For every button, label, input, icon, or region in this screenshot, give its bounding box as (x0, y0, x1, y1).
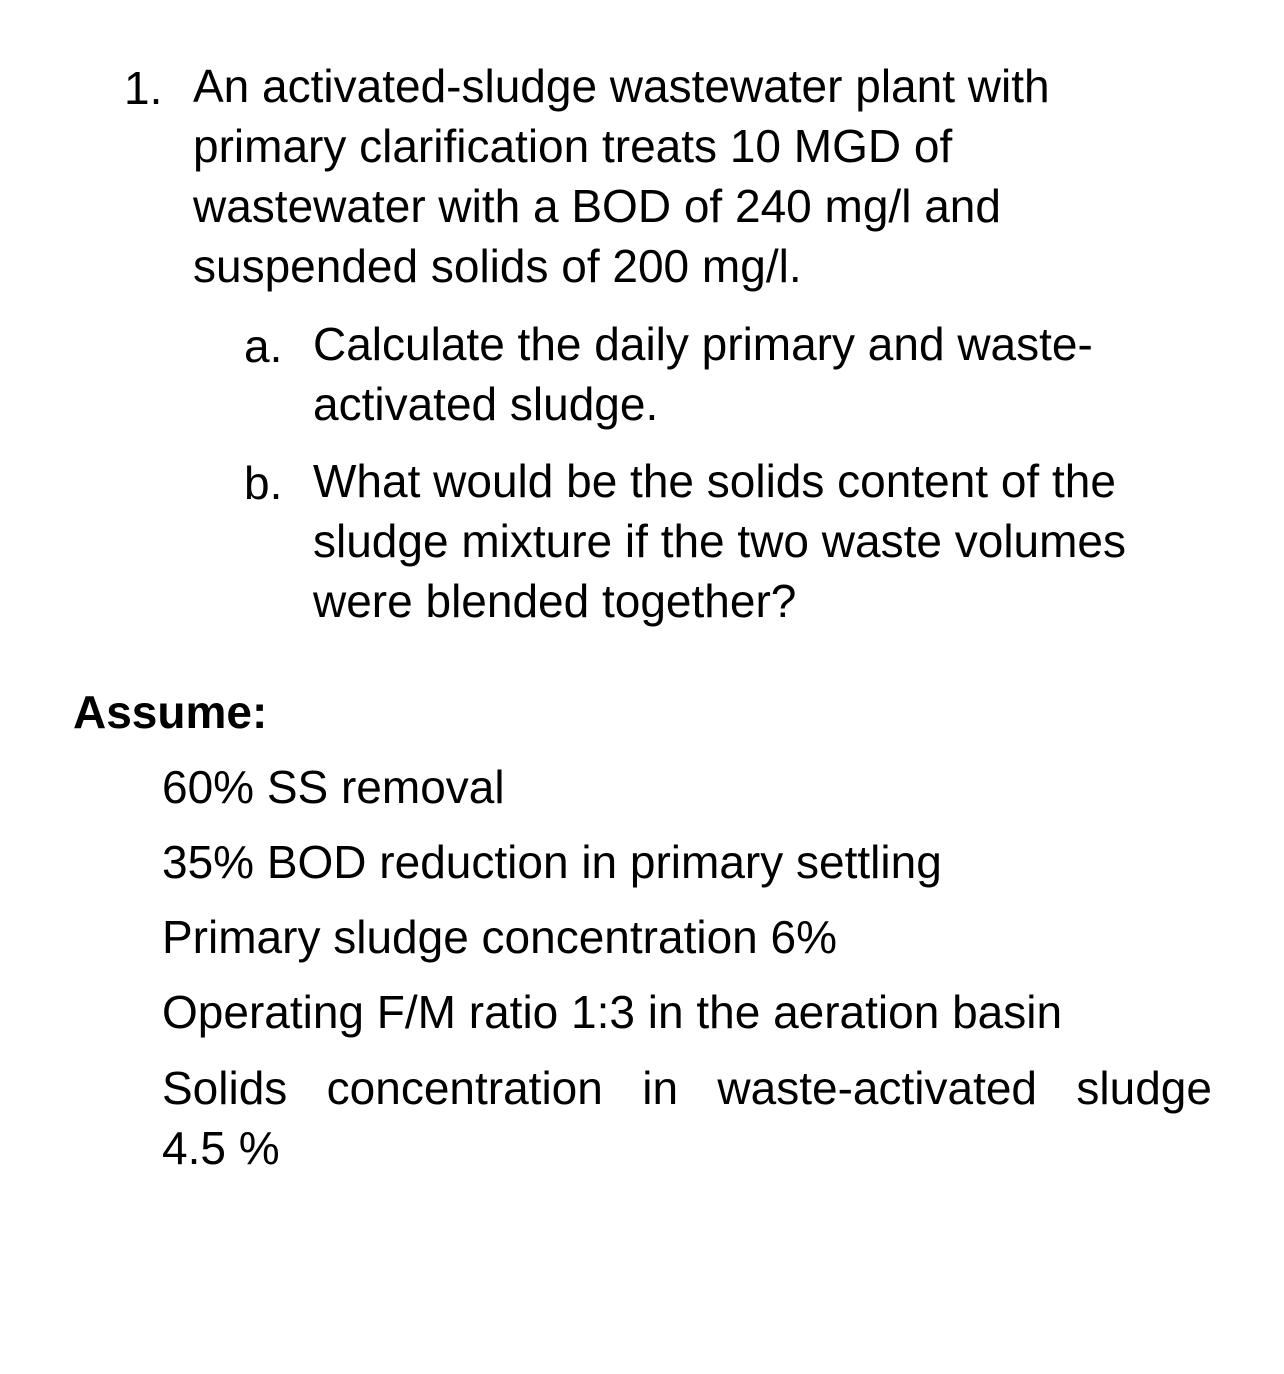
assume-item: Primary sludge concentration 6% (162, 911, 837, 963)
assume-item-continuation: 4.5 % (162, 1122, 280, 1174)
question-line: An activated-sludge wastewater plant with (193, 60, 1050, 112)
word: in (642, 1062, 679, 1114)
justified-line (162, 1058, 1212, 1118)
question-number: 1. (124, 62, 163, 114)
part-line: were blended together? (313, 575, 797, 627)
part-line: Calculate the daily primary and waste- (313, 318, 1093, 370)
assume-item: Operating F/M ratio 1:3 in the aeration basin (162, 986, 1063, 1038)
word: sludge (1076, 1062, 1212, 1114)
part-line: activated sludge. (313, 378, 659, 430)
part-line: sludge mixture if the two waste volumes (313, 515, 1127, 567)
assume-heading: Assume: (73, 686, 268, 738)
part-a-marker: a. (244, 320, 283, 372)
question-text (193, 56, 1193, 296)
assume-item-last (162, 1058, 1212, 1178)
word: waste-activated (717, 1062, 1038, 1114)
word: concentration (326, 1062, 603, 1114)
part-a-text (313, 314, 1213, 434)
question-line: suspended solids of 200 mg/l. (193, 240, 802, 292)
word: Solids (162, 1062, 288, 1114)
part-line: What would be the solids content of the (313, 455, 1116, 507)
part-b-marker: b. (244, 457, 283, 509)
question-line: wastewater with a BOD of 240 mg/l and (193, 180, 1001, 232)
question-line: primary clarification treats 10 MGD of (193, 120, 953, 172)
part-b-text (313, 451, 1213, 631)
assume-item: 35% BOD reduction in primary settling (162, 836, 942, 888)
assume-item: 60% SS removal (162, 761, 505, 813)
